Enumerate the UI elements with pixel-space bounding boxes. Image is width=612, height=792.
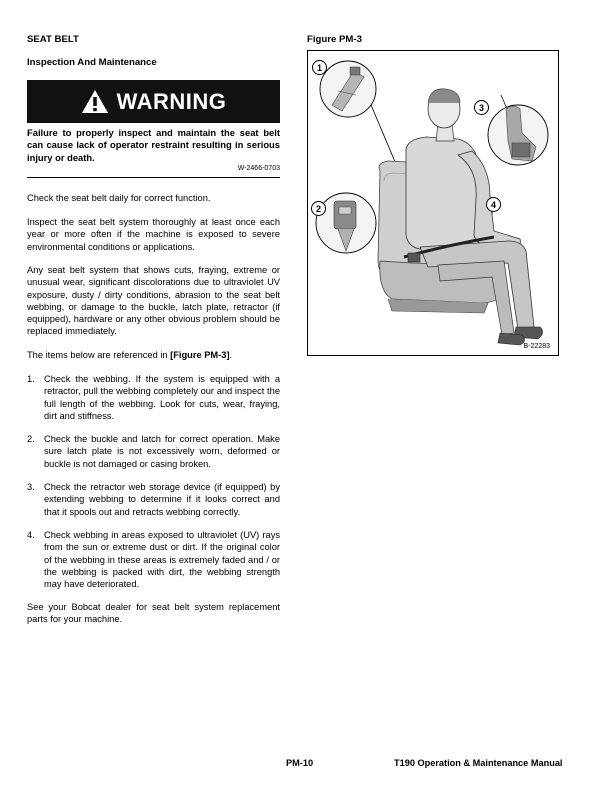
subsection-title: Inspection And Maintenance bbox=[27, 57, 157, 68]
list-item-number: 1. bbox=[27, 374, 35, 384]
figure-reference-link[interactable]: [Figure PM-3] bbox=[170, 350, 230, 360]
list-item-number: 4. bbox=[27, 530, 35, 540]
list-item bbox=[27, 529, 280, 590]
paragraph-annual-inspection: Inspect the seat belt system thoroughly at least once each year or more often if the machine is exposed to severe environmental conditions or applications. bbox=[27, 217, 280, 252]
warning-rule bbox=[27, 177, 280, 178]
figure-frame bbox=[307, 50, 559, 356]
closing-paragraph: See your Bobcat dealer for seat belt system replacement parts for your machine. bbox=[27, 602, 280, 625]
reference-prefix: The items below are referenced in bbox=[27, 350, 171, 360]
paragraph-daily-check: Check the seat belt daily for correct function. bbox=[27, 193, 211, 203]
manual-title: T190 Operation & Maintenance Manual bbox=[394, 758, 563, 768]
warning-label: WARNING bbox=[116, 88, 227, 114]
list-item bbox=[27, 481, 280, 518]
list-item-number: 2. bbox=[27, 434, 35, 444]
reference-suffix: . bbox=[229, 350, 233, 360]
callout-1: 1 bbox=[312, 60, 327, 75]
figure-code: B-22283 bbox=[523, 343, 550, 350]
list-item-text: Check the retractor web storage device (if equipped) by extending webbing to determine if it looks correct and that it spools out and retracts webbing correctly. bbox=[44, 482, 280, 517]
list-item bbox=[27, 433, 280, 470]
reference-sentence bbox=[27, 349, 280, 361]
warning-message: Failure to properly inspect and maintain the seat belt can cause lack of operator restraint resulting in serious injury or death. bbox=[27, 127, 280, 163]
warning-banner bbox=[27, 80, 280, 123]
seat-belt-illustration bbox=[308, 51, 558, 355]
callout-4: 4 bbox=[486, 197, 501, 212]
list-item-text: Check the buckle and latch for correct operation. Make sure latch plate is not excessively worn, deformed or buckle is not damaged or casing broken. bbox=[44, 434, 280, 469]
warning-code: W-2466-0703 bbox=[237, 165, 280, 172]
list-item-text: Check webbing in areas exposed to ultraviolet (UV) rays from the sun or extreme dust or dirt. If the original color of the webbing in these areas is extremely faded and / or the webbing is packed with dirt, the webbing strength may have deteriorated. bbox=[44, 530, 280, 590]
figure-title: Figure PM-3 bbox=[307, 34, 362, 45]
list-item-number: 3. bbox=[27, 482, 35, 492]
callout-2: 2 bbox=[311, 201, 326, 216]
paragraph-replacement-criteria: Any seat belt system that shows cuts, fraying, extreme or unusual wear, significant discolorations due to ultraviolet UV exposure, dusty / dirty conditions, abrasion to the seat belt webbing, or damage to the buckle, latch plate, retractor (if equipped), hardware or any other obvious problem should be replaced immediately. bbox=[27, 265, 280, 337]
page-number: PM-10 bbox=[286, 758, 314, 768]
section-title: SEAT BELT bbox=[27, 34, 79, 45]
list-item-text: Check the webbing. If the system is equipped with a retractor, pull the webbing completely our and inspect the full length of the webbing. Look for cuts, wear, fraying, dirt and stiffness. bbox=[44, 374, 280, 421]
callout-3: 3 bbox=[474, 100, 489, 115]
warning-triangle-icon bbox=[81, 89, 109, 114]
list-item bbox=[27, 373, 280, 422]
